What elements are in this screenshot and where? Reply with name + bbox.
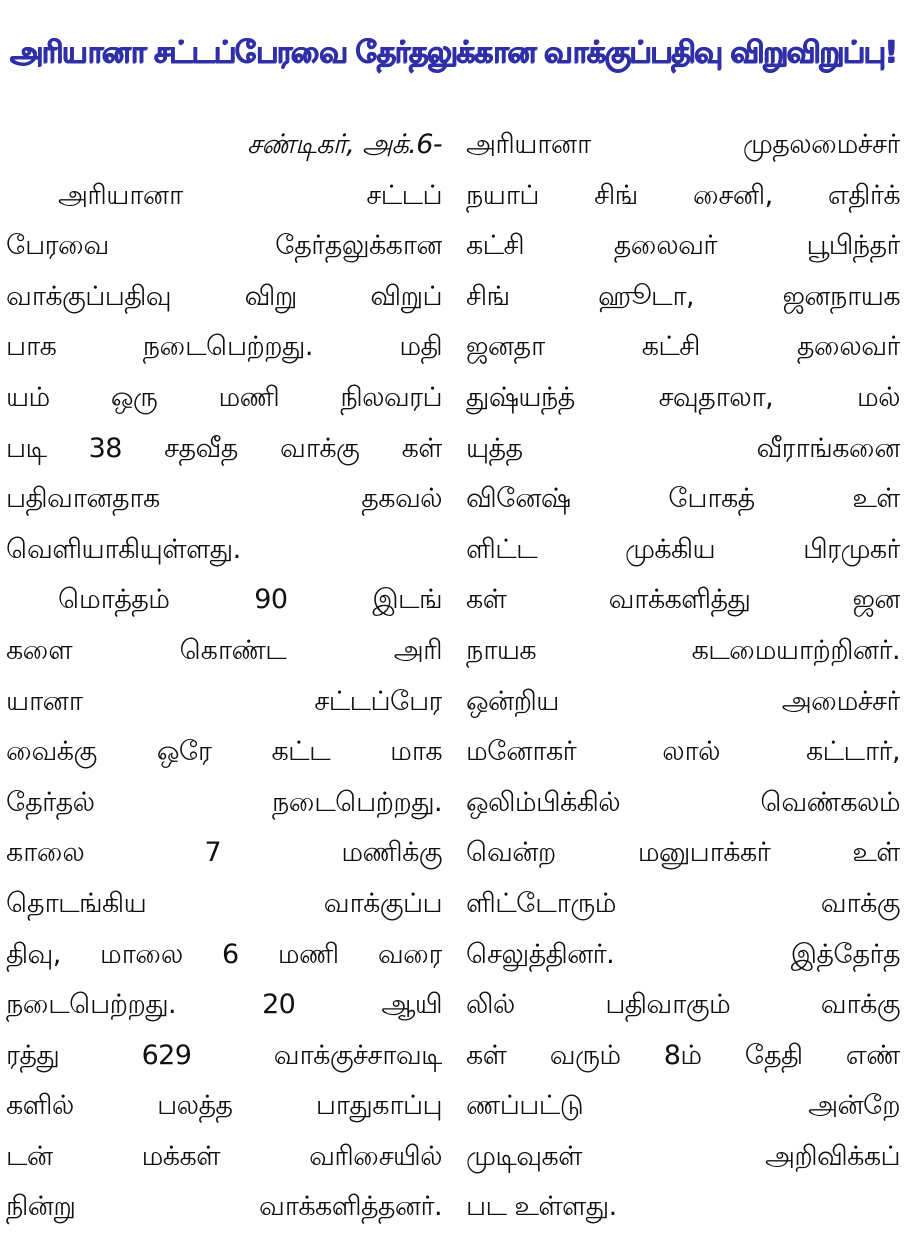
text-line: தொடங்கிய வாக்குப்ப — [6, 887, 442, 919]
text-line: ஜனதா கட்சி தலைவர் — [466, 331, 900, 363]
text-line: சிங் ஹூடா, ஜனநாயக — [466, 280, 900, 312]
text-line: வினேஷ் போகத் உள் — [466, 483, 900, 515]
text-line: வென்ற மனுபாக்கர் உள் — [466, 837, 900, 869]
text-line: நின்று வாக்களித்தனர். — [6, 1191, 442, 1223]
text-line: களில் பலத்த பாதுகாப்பு — [6, 1090, 442, 1122]
headline-band — [0, 0, 906, 108]
text-line: யானா சட்டப்பேர — [6, 685, 442, 717]
text-line: தேர்தல் நடைபெற்றது. — [6, 786, 442, 818]
text-line: நாயக கடமையாற்றினர். — [466, 634, 900, 666]
text-line: ஒலிம்பிக்கில் வெண்கலம் — [466, 786, 900, 818]
text-line: வெளியாகியுள்ளது. — [6, 533, 241, 565]
text-line: நடைபெற்றது. 20 ஆயி — [6, 989, 442, 1021]
text-line: துஷ்யந்த் சவுதாலா, மல் — [466, 381, 900, 413]
text-line: பாக நடைபெற்றது. மதி — [6, 331, 442, 363]
text-line: ணப்பட்டு அன்றே — [466, 1090, 900, 1122]
text-line: அரியானா முதலமைச்சர் — [466, 129, 900, 160]
text-line: முடிவுகள் அறிவிக்கப் — [466, 1140, 900, 1172]
text-line: ளிட்டோரும் வாக்கு — [466, 887, 900, 919]
dateline: சண்டிகர், அக்.6- — [247, 129, 442, 160]
text-line: கள் வரும் 8ம் தேதி எண் — [466, 1039, 900, 1071]
text-line: ஒன்றிய அமைச்சர் — [466, 685, 900, 717]
text-line: மொத்தம் 90 இடங் — [58, 584, 442, 616]
text-line: ரத்து 629 வாக்குச்சாவடி — [6, 1039, 442, 1071]
text-line: படி 38 சதவீத வாக்கு கள் — [6, 432, 442, 464]
text-line: வைக்கு ஒரே கட்ட மாக — [6, 736, 442, 768]
text-line: பதிவானதாக தகவல் — [6, 483, 442, 515]
text-line: செலுத்தினர். இத்தேர்த — [466, 938, 900, 970]
headline: அரியானா சட்டப்பேரவை தேர்தலுக்கான வாக்குப்பதிவு விறுவிறுப்பு! — [9, 34, 897, 70]
text-line: கட்சி தலைவர் பூபிந்தர் — [466, 230, 900, 262]
text-line: பேரவை தேர்தலுக்கான — [6, 230, 442, 262]
text-line: கள் வாக்களித்து ஜன — [466, 584, 900, 616]
text-line: திவு, மாலை 6 மணி வரை — [6, 938, 442, 970]
text-line: அரியானா சட்டப் — [58, 179, 442, 211]
text-line: ளிட்ட முக்கிய பிரமுகர் — [466, 533, 900, 565]
text-line: மனோகர் லால் கட்டார், — [466, 736, 900, 768]
text-line: யுத்த வீராங்கனை — [466, 432, 900, 464]
text-line: களை கொண்ட அரி — [6, 634, 442, 666]
text-line: வாக்குப்பதிவு விறு விறுப் — [6, 280, 442, 312]
text-line: டன் மக்கள் வரிசையில் — [6, 1140, 442, 1172]
text-line: காலை 7 மணிக்கு — [6, 837, 442, 869]
right-column — [466, 120, 900, 1223]
article-body — [0, 120, 906, 1223]
text-line: நயாப் சிங் சைனி, எதிர்க் — [466, 179, 900, 211]
text-line: பட உள்ளது. — [466, 1191, 617, 1223]
left-column — [6, 120, 442, 1223]
text-line: யம் ஒரு மணி நிலவரப் — [6, 381, 442, 413]
text-line: லில் பதிவாகும் வாக்கு — [466, 989, 900, 1021]
